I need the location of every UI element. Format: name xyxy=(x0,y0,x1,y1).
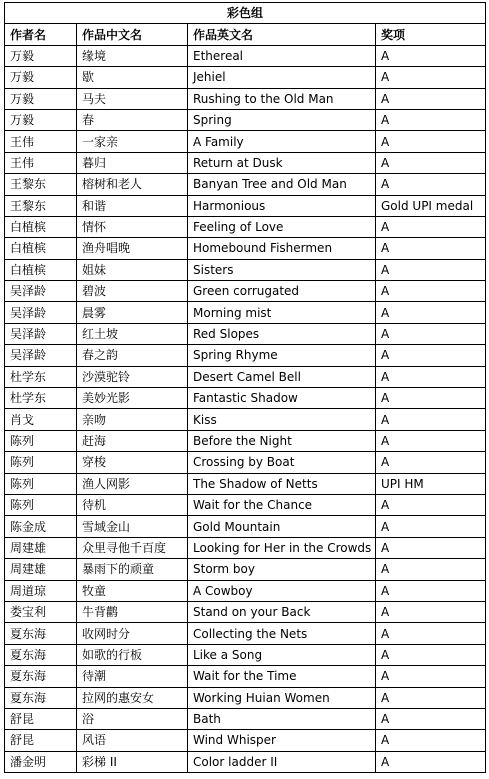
author-cell: 万毅 xyxy=(5,45,77,66)
english-title-cell: Rushing to the Old Man xyxy=(188,88,376,109)
table-row xyxy=(5,152,486,173)
table-row xyxy=(5,687,486,708)
chinese-title-cell: 待潮 xyxy=(77,666,188,687)
author-cell: 王黎东 xyxy=(5,195,77,216)
chinese-title-cell: 如歌的行板 xyxy=(77,644,188,665)
chinese-title-cell: 缘境 xyxy=(77,45,188,66)
english-title-cell: Morning mist xyxy=(188,302,376,323)
author-cell: 夏东海 xyxy=(5,666,77,687)
award-cell: Gold UPI medal xyxy=(376,195,486,216)
title-row xyxy=(5,3,486,24)
english-title-cell: Storm boy xyxy=(188,559,376,580)
chinese-title-cell: 暮归 xyxy=(77,152,188,173)
english-title-cell: Wait for the Chance xyxy=(188,494,376,515)
award-cell: A xyxy=(376,601,486,622)
table-row xyxy=(5,452,486,473)
chinese-title-cell: 众里寻他千百度 xyxy=(77,537,188,558)
award-cell: A xyxy=(376,366,486,387)
table-row xyxy=(5,494,486,515)
author-cell: 周建雄 xyxy=(5,537,77,558)
author-cell: 夏东海 xyxy=(5,644,77,665)
english-title-cell: The Shadow of Netts xyxy=(188,473,376,494)
chinese-title-cell: 渔舟唱晚 xyxy=(77,238,188,259)
english-title-cell: Return at Dusk xyxy=(188,152,376,173)
english-title-cell: Sisters xyxy=(188,259,376,280)
english-title-cell: Feeling of Love xyxy=(188,216,376,237)
chinese-title-cell: 彩梯 II xyxy=(77,751,188,772)
chinese-title-cell: 穿梭 xyxy=(77,452,188,473)
award-cell: A xyxy=(376,494,486,515)
author-cell: 白植槟 xyxy=(5,216,77,237)
award-cell: A xyxy=(376,109,486,130)
award-cell: A xyxy=(376,281,486,302)
english-title-cell: Harmonious xyxy=(188,195,376,216)
chinese-title-cell: 和谐 xyxy=(77,195,188,216)
english-title-cell: Collecting the Nets xyxy=(188,623,376,644)
award-cell: A xyxy=(376,388,486,409)
table-row xyxy=(5,730,486,751)
english-title-cell: Homebound Fishermen xyxy=(188,238,376,259)
english-title-cell: Spring xyxy=(188,109,376,130)
author-cell: 陈列 xyxy=(5,452,77,473)
table-row xyxy=(5,259,486,280)
author-cell: 万毅 xyxy=(5,109,77,130)
author-cell: 潘金明 xyxy=(5,751,77,772)
author-cell: 吴泽龄 xyxy=(5,345,77,366)
author-cell: 周建雄 xyxy=(5,559,77,580)
chinese-title-cell: 春 xyxy=(77,109,188,130)
author-cell: 吴泽龄 xyxy=(5,323,77,344)
table-row xyxy=(5,302,486,323)
table-row xyxy=(5,430,486,451)
author-cell: 舒昆 xyxy=(5,730,77,751)
table-row xyxy=(5,345,486,366)
header-award: 奖项 xyxy=(376,24,486,45)
chinese-title-cell: 赶海 xyxy=(77,430,188,451)
table-row xyxy=(5,644,486,665)
english-title-cell: Crossing by Boat xyxy=(188,452,376,473)
english-title-cell: Bath xyxy=(188,708,376,729)
table-row xyxy=(5,601,486,622)
award-cell: A xyxy=(376,323,486,344)
author-cell: 舒昆 xyxy=(5,708,77,729)
chinese-title-cell: 红土坡 xyxy=(77,323,188,344)
chinese-title-cell: 姐妹 xyxy=(77,259,188,280)
award-cell: A xyxy=(376,238,486,259)
chinese-title-cell: 情怀 xyxy=(77,216,188,237)
author-cell: 白植槟 xyxy=(5,259,77,280)
award-cell: A xyxy=(376,708,486,729)
table-row xyxy=(5,708,486,729)
award-cell: A xyxy=(376,152,486,173)
author-cell: 陈列 xyxy=(5,473,77,494)
author-cell: 夏东海 xyxy=(5,623,77,644)
award-cell: A xyxy=(376,131,486,152)
chinese-title-cell: 牧童 xyxy=(77,580,188,601)
award-cell: A xyxy=(376,452,486,473)
table-row xyxy=(5,88,486,109)
table-row xyxy=(5,195,486,216)
author-cell: 杜学东 xyxy=(5,366,77,387)
author-cell: 肖戈 xyxy=(5,409,77,430)
english-title-cell: Stand on your Back xyxy=(188,601,376,622)
table-row xyxy=(5,580,486,601)
english-title-cell: Desert Camel Bell xyxy=(188,366,376,387)
chinese-title-cell: 歇 xyxy=(77,67,188,88)
english-title-cell: Fantastic Shadow xyxy=(188,388,376,409)
header-author: 作者名 xyxy=(5,24,77,45)
award-cell: A xyxy=(376,67,486,88)
table-row xyxy=(5,366,486,387)
awards-table xyxy=(4,2,486,773)
award-cell: A xyxy=(376,45,486,66)
award-cell: A xyxy=(376,216,486,237)
chinese-title-cell: 牛背鹳 xyxy=(77,601,188,622)
header-english-title: 作品英文名 xyxy=(188,24,376,45)
english-title-cell: Jehiel xyxy=(188,67,376,88)
author-cell: 夏东海 xyxy=(5,687,77,708)
chinese-title-cell: 风语 xyxy=(77,730,188,751)
author-cell: 陈列 xyxy=(5,494,77,515)
chinese-title-cell: 雪域金山 xyxy=(77,516,188,537)
award-cell: A xyxy=(376,302,486,323)
english-title-cell: Ethereal xyxy=(188,45,376,66)
english-title-cell: Red Slopes xyxy=(188,323,376,344)
chinese-title-cell: 待机 xyxy=(77,494,188,515)
table-row xyxy=(5,473,486,494)
table-row xyxy=(5,559,486,580)
table-row xyxy=(5,751,486,772)
author-cell: 白植槟 xyxy=(5,238,77,259)
english-title-cell: Wind Whisper xyxy=(188,730,376,751)
author-cell: 杜学东 xyxy=(5,388,77,409)
award-cell: A xyxy=(376,580,486,601)
award-cell: A xyxy=(376,666,486,687)
award-cell: A xyxy=(376,88,486,109)
table-title: 彩色组 xyxy=(5,3,486,24)
chinese-title-cell: 沙漠驼铃 xyxy=(77,366,188,387)
english-title-cell: Kiss xyxy=(188,409,376,430)
award-cell: A xyxy=(376,345,486,366)
award-cell: UPI HM xyxy=(376,473,486,494)
table-row xyxy=(5,666,486,687)
award-cell: A xyxy=(376,409,486,430)
chinese-title-cell: 晨雾 xyxy=(77,302,188,323)
english-title-cell: Banyan Tree and Old Man xyxy=(188,174,376,195)
table-row xyxy=(5,388,486,409)
author-cell: 周道琼 xyxy=(5,580,77,601)
chinese-title-cell: 拉网的惠安女 xyxy=(77,687,188,708)
award-cell: A xyxy=(376,644,486,665)
chinese-title-cell: 浴 xyxy=(77,708,188,729)
author-cell: 王伟 xyxy=(5,131,77,152)
english-title-cell: Green corrugated xyxy=(188,281,376,302)
award-cell: A xyxy=(376,259,486,280)
chinese-title-cell: 收网时分 xyxy=(77,623,188,644)
award-cell: A xyxy=(376,516,486,537)
chinese-title-cell: 美妙光影 xyxy=(77,388,188,409)
author-cell: 万毅 xyxy=(5,88,77,109)
chinese-title-cell: 春之韵 xyxy=(77,345,188,366)
table-row xyxy=(5,516,486,537)
author-cell: 娄宝利 xyxy=(5,601,77,622)
table-row xyxy=(5,281,486,302)
english-title-cell: A Family xyxy=(188,131,376,152)
award-cell: A xyxy=(376,751,486,772)
chinese-title-cell: 一家亲 xyxy=(77,131,188,152)
table-row xyxy=(5,409,486,430)
english-title-cell: Color ladder II xyxy=(188,751,376,772)
english-title-cell: Working Huian Women xyxy=(188,687,376,708)
english-title-cell: Spring Rhyme xyxy=(188,345,376,366)
author-cell: 陈金成 xyxy=(5,516,77,537)
table-row xyxy=(5,537,486,558)
award-cell: A xyxy=(376,174,486,195)
header-row xyxy=(5,24,486,45)
author-cell: 吴泽龄 xyxy=(5,281,77,302)
english-title-cell: Before the Night xyxy=(188,430,376,451)
chinese-title-cell: 马夫 xyxy=(77,88,188,109)
award-cell: A xyxy=(376,559,486,580)
table-row xyxy=(5,174,486,195)
english-title-cell: A Cowboy xyxy=(188,580,376,601)
chinese-title-cell: 碧波 xyxy=(77,281,188,302)
table-row xyxy=(5,323,486,344)
award-cell: A xyxy=(376,537,486,558)
chinese-title-cell: 渔人网影 xyxy=(77,473,188,494)
table-row xyxy=(5,109,486,130)
english-title-cell: Gold Mountain xyxy=(188,516,376,537)
author-cell: 王黎东 xyxy=(5,174,77,195)
award-cell: A xyxy=(376,430,486,451)
chinese-title-cell: 暴雨下的顽童 xyxy=(77,559,188,580)
chinese-title-cell: 亲吻 xyxy=(77,409,188,430)
author-cell: 陈列 xyxy=(5,430,77,451)
english-title-cell: Like a Song xyxy=(188,644,376,665)
award-cell: A xyxy=(376,623,486,644)
table-row xyxy=(5,623,486,644)
table-row xyxy=(5,45,486,66)
table-row xyxy=(5,238,486,259)
table-row xyxy=(5,67,486,88)
table-row xyxy=(5,131,486,152)
award-cell: A xyxy=(376,687,486,708)
english-title-cell: Looking for Her in the Crowds xyxy=(188,537,376,558)
english-title-cell: Wait for the Time xyxy=(188,666,376,687)
author-cell: 吴泽龄 xyxy=(5,302,77,323)
author-cell: 万毅 xyxy=(5,67,77,88)
table-row xyxy=(5,216,486,237)
header-chinese-title: 作品中文名 xyxy=(77,24,188,45)
chinese-title-cell: 榕树和老人 xyxy=(77,174,188,195)
author-cell: 王伟 xyxy=(5,152,77,173)
award-cell: A xyxy=(376,730,486,751)
